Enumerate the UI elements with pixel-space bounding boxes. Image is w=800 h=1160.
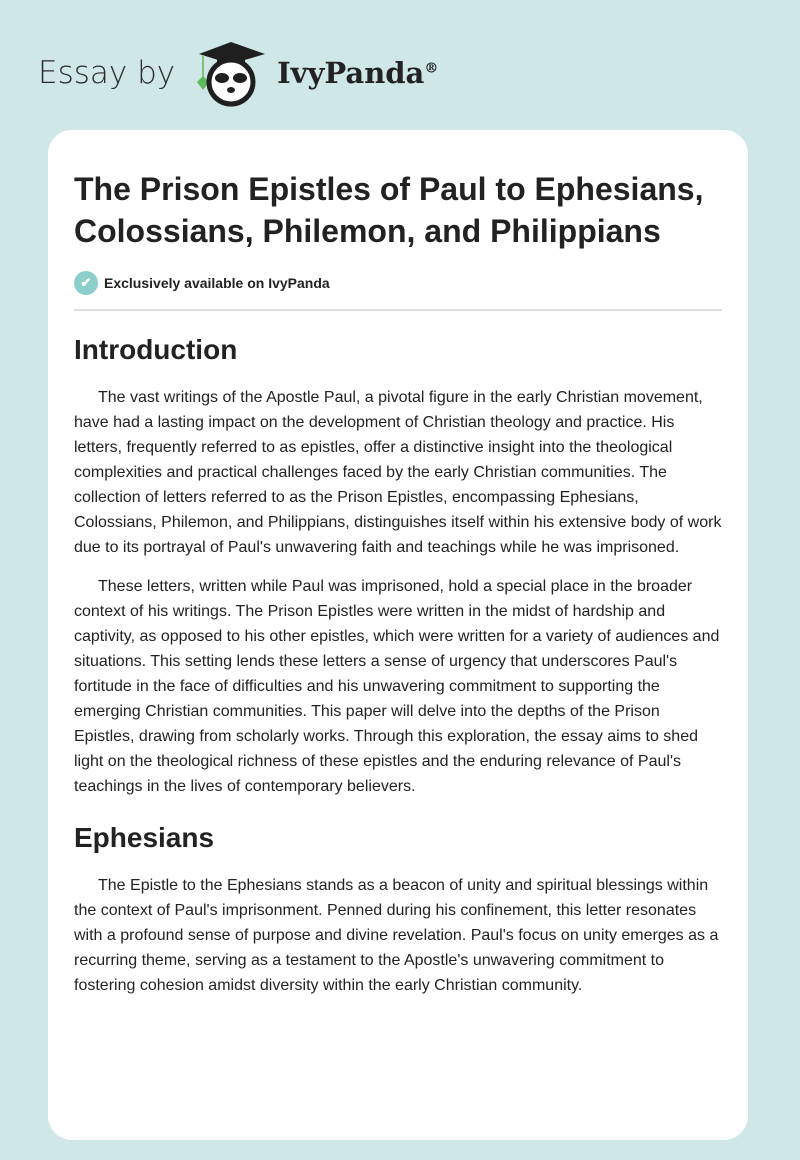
- paragraph: These letters, written while Paul was imprisoned, hold a special place in the broader context of his writings. The Prison Epistles were written in the midst of hardship and captivity, as opposed to his other epistles, which were written for a variety of audiences and situations. This setting lends these letters a sense of urgency that underscores Paul's fortitude in the face of difficulties and his unwavering commitment to supporting the emerging Christian communities. This paper will delve into the depths of the Prison Epistles, drawing from scholarly works. Through this exploration, the essay aims to shed light on the theological richness of these epistles and the enduring relevance of Paul's teachings in the lives of contemporary believers.: [74, 578, 720, 795]
- section-heading-introduction: Introduction: [74, 334, 238, 365]
- essay-card: [48, 130, 748, 1140]
- divider: [74, 309, 722, 311]
- paragraph: The vast writings of the Apostle Paul, a pivotal figure in the early Christian movement, have had a lasting impact on the development of Christian theology and practice. His letters, frequently referred to as epistles, offer a distinctive insight into the theological complexities and practical challenges faced by the early Christian communities. The collection of letters referred to as the Prison Epistles, encompassing Ephesians, Colossians, Philemon, and Philippians, distinguishes itself within his extensive body of work due to its portrayal of Paul's unwavering faith and teachings while he was imprisoned.: [74, 389, 722, 556]
- essay-by-label: Essay by: [38, 55, 176, 91]
- brand-name: [277, 56, 438, 90]
- paragraph: The Epistle to the Ephesians stands as a beacon of unity and spiritual blessings within the context of Paul's imprisonment. Penned during his confinement, this letter resonates with a profound sense of purpose and divine revelation. Paul's focus on unity emerges as a recurring theme, serving as a testament to the Apostle's unwavering commitment to fostering cohesion amidst diversity within the early Christian community.: [74, 877, 719, 994]
- exclusive-badge: [74, 271, 722, 295]
- registered-mark: ®: [424, 60, 439, 77]
- site-header: [38, 38, 438, 108]
- ivypanda-logo-icon: [189, 38, 269, 108]
- check-icon: ✔: [74, 271, 98, 295]
- section-heading-ephesians: Ephesians: [74, 822, 215, 853]
- exclusive-label: Exclusively available on IvyPanda: [104, 275, 330, 291]
- brand-text: IvyPanda: [277, 56, 425, 90]
- essay-title: The Prison Epistles of Paul to Ephesians, Colossians, Philemon, and Philippians: [74, 171, 704, 249]
